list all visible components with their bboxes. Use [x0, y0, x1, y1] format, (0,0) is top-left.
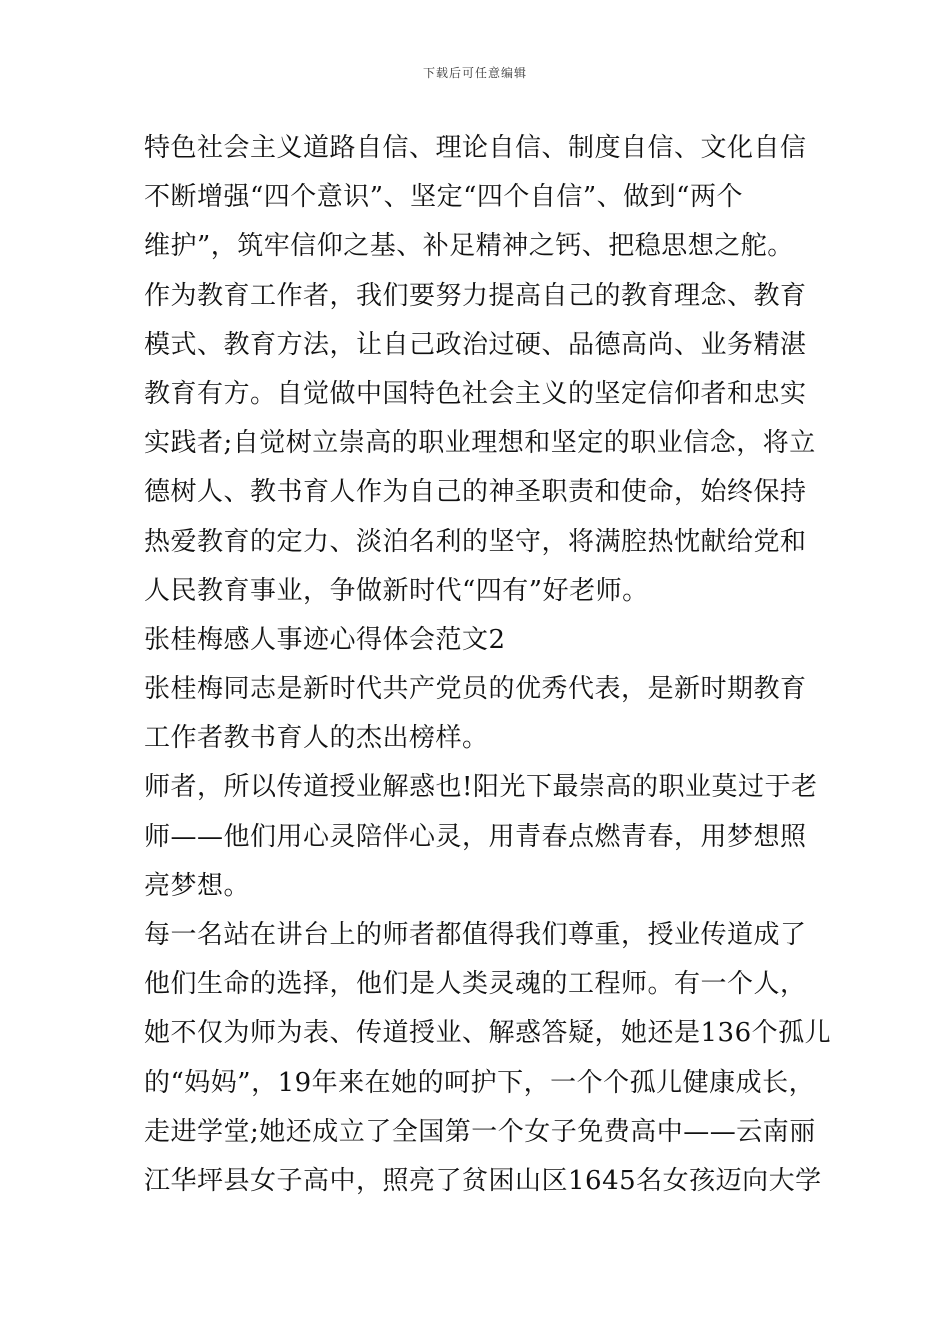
section-heading: 张桂梅感人事迹心得体会范文2 — [144, 624, 506, 655]
text-line: 特色社会主义道路自信、理论自信、制度自信、文化自信 — [144, 133, 807, 163]
text-line: 的“妈妈”，19年来在她的呵护下，一个个孤儿健康成长， — [144, 1067, 816, 1098]
text-line: 教育有方。自觉做中国特色社会主义的坚定信仰者和忠实 — [144, 378, 807, 409]
text-line: 模式、教育方法，让自己政治过硬、品德高尚、业务精湛 — [144, 329, 807, 360]
text-line: 他们生命的选择，他们是人类灵魂的工程师。有一个人， — [144, 969, 807, 1000]
text-line: 实践者;自觉树立崇高的职业理想和坚定的职业信念，将立 — [144, 428, 816, 459]
text-line: 人民教育事业，争做新时代“四有”好老师。 — [144, 575, 649, 606]
text-line: 师——他们用心灵陪伴心灵，用青春点燃青春，用梦想照 — [144, 821, 807, 852]
text-line: 亮梦想。 — [144, 870, 251, 901]
page-header: 下载后可任意编辑 — [422, 66, 527, 80]
text-line: 师者，所以传道授业解惑也!阳光下最崇高的职业莫过于老 — [144, 772, 818, 803]
text-line: 工作者教书育人的杰出榜样。 — [144, 723, 489, 754]
text-line: 作为教育工作者，我们要努力提高自己的教育理念、教育 — [144, 280, 807, 311]
text-line: 走进学堂;她还成立了全国第一个女子免费高中——云南丽 — [144, 1116, 816, 1147]
text-line: 维护”，筑牢信仰之基、补足精神之钙、把稳思想之舵。 — [144, 231, 794, 262]
text-line: 江华坪县女子高中，照亮了贫困山区1645名女孩迈向大学 — [144, 1165, 822, 1196]
text-line: 每一名站在讲台上的师者都值得我们尊重，授业传道成了 — [144, 920, 807, 950]
document-body — [144, 124, 834, 1206]
text-line: 德树人、教书育人作为自己的神圣职责和使命，始终保持 — [144, 477, 807, 508]
text-line: 热爱教育的定力、淡泊名利的坚守，将满腔热忱献给党和 — [144, 526, 807, 557]
text-line: 张桂梅同志是新时代共产党员的优秀代表，是新时期教育 — [144, 674, 807, 705]
text-line: 不断增强“四个意识”、坚定“四个自信”、做到“两个 — [144, 182, 743, 213]
text-line: 她不仅为师为表、传道授业、解惑答疑，她还是136个孤儿 — [144, 1018, 832, 1049]
